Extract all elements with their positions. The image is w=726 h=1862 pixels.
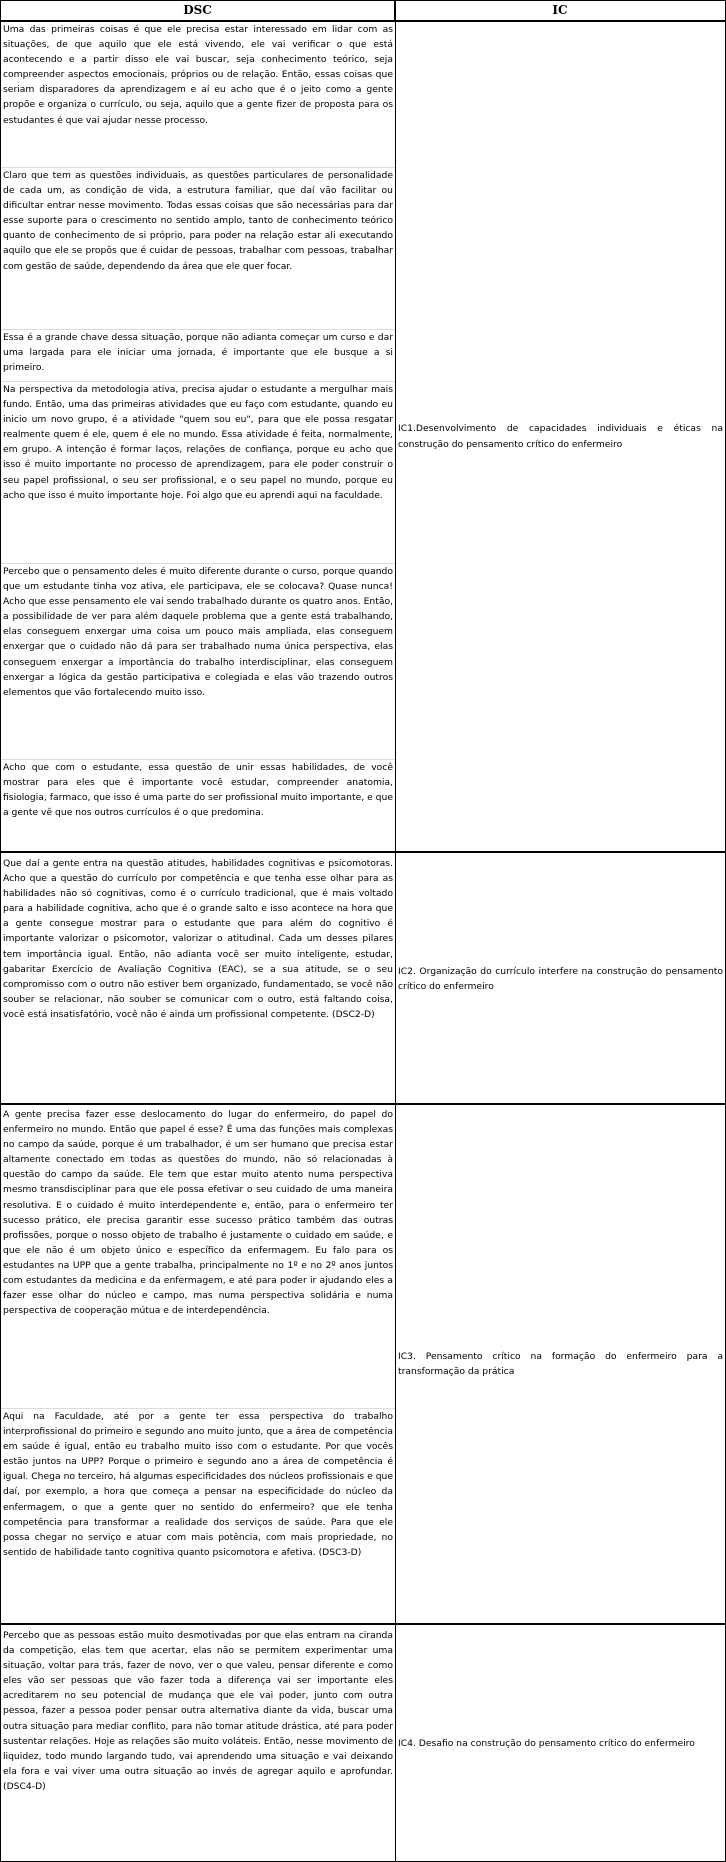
ic-label: IC2. Organização do currículo interfere na construção do pensamento crítico do enfermeiro <box>398 965 723 992</box>
row-divider <box>1 1103 725 1105</box>
ic-label: IC1.Desenvolvimento de capacidades individuais e éticas na construção do pensamento crítico do enfermeiro <box>398 423 723 450</box>
table-row-ic1 <box>1 22 725 851</box>
dsc-paragraph: Na perspectiva da metodologia ativa, precisa ajudar o estudante a mergulhar mais fundo. Então, uma das primeiras atividades que eu faço com estudante, quando eu inicio um novo grupo, é a atividade "quem sou eu", para que ele possa resgatar realmente quem é ele, quem é ele no mundo. Essa atividade é feita, normalmente, em grupo. A intenção é formar laços, relações de confiança, porque eu acho que isso é muito importante no processo de aprendizagem, para ele poder construir o seu papel profissional, o seu ser profissional, e o seu papel no mundo, porque eu acho que isso é muito importante hoje. Foi algo que eu aprendi aqui na faculdade. <box>1 381 395 563</box>
row-divider <box>1 1623 725 1625</box>
table-row-ic3 <box>1 1107 725 1621</box>
dsc-cell <box>1 22 395 851</box>
ic-cell <box>396 856 724 1102</box>
dsc-paragraph: Que daí a gente entra na questão atitudes, habilidades cognitivas e psicomotoras. Acho que a questão do currículo por competência e que tenha esse olhar para as habilidades não só cognitivas, como é o currículo tradicional, que é mais voltado para a habilidade cognitiva, acho que é o grande salto e isso acontece na hora que a gente consegue mostrar para o estudante que para além do cognitivo é importante valorizar o psicomotor, valorizar o atitudinal. Cada um desses pilares tem importância igual. Então, não adianta você ser muito inteligente, estudar, gabaritar Exercício de Avaliação Cognitiva (EAC), se a sua atitude, se o seu compromisso com o outro não estiver bem organizado, fundamentado, se você não souber se relacionar, não souber se comunicar com o outro, está faltando coisa, você está insatisfatório, você não é ainda um profissional competente. (DSC2-D) <box>3 858 393 1020</box>
dsc-paragraph: Claro que tem as questões individuais, as questões particulares de personalidade de cada um, as condição de vida, a estrutura familiar, que daí vão facilitar ou dificultar entrar nesse movimento. Todas essas coisas que são necessárias para dar esse suporte para o crescimento no sentido amplo, tanto de conhecimento teórico quanto de conhecimento de si próprio, para poder na relação estar ali executando aquilo que ele se propôs que é cuidar de pessoas, trabalhar com pessoas, trabalhar com gestão de saúde, dependendo da área que ele quer focar. <box>1 167 395 329</box>
dsc-paragraph: Percebo que as pessoas estão muito desmotivadas por que elas entram na ciranda da competição, elas tem que acertar, elas não se permitem experimentar uma situação, voltar para trás, fazer de novo, ver o que valeu, pensar diferente e como eles vão ser pessoas que vão fazer toda a diferença vai ser importante eles acreditarem no seu potencial de mudança que ele vai poder, junto com outra pessoa, fazer a pessoa poder pensar outra alternativa diante da vida, buscar uma outra situação para mediar conflito, para não tomar atitude drástica, até para poder sustentar relações. Hoje as relações são muito voláteis. Então, nesse movimento de liquidez, todo mundo largando tudo, vai aprendendo uma situação e vai deixando ela fora e vai viver uma outra situação ao invés de agregar aquilo e aprofundar. (DSC4-D) <box>3 1630 393 1792</box>
dsc-cell <box>1 1628 395 1860</box>
ic-label: IC4. Desafio na construção do pensamento crítico do enfermeiro <box>398 1738 695 1750</box>
ic-cell <box>396 22 724 851</box>
dsc-paragraph: Percebo que o pensamento deles é muito diferente durante o curso, porque quando que um estudante tinha voz ativa, ele participava, ele se colocava? Quase nunca! Acho que esse pensamento ele vai sendo trabalhado durante os quatro anos. Então, a possibilidade de ver para além daquele problema que a gente está trabalhando, elas conseguem enxergar uma coisa um pouco mais ampliada, elas conseguem enxergar que o cuidado não dá para ser trabalhado numa única perspectiva, elas conseguem enxergar a importância do trabalho interdisciplinar, elas conseguem enxergar a lógica da gestão participativa e colegiada e elas vão trazendo outros elementos que vão fortalecendo muito isso. <box>1 563 395 759</box>
dsc-paragraph: Aqui na Faculdade, até por a gente ter essa perspectiva do trabalho interprofissional do primeiro e segundo ano muito junto, que a área de competência em saúde é igual, então eu trabalho muito isso com o estudante. Por que vocês estão juntos na UPP? Porque o primeiro e segundo ano a área de competência é igual. Chega no terceiro, há algumas especificidades dos núcleos profissionais e que daí, por exemplo, a hora que começa a pensar na especificidade do núcleo da enfermagem, o que a gente quer no sentido do enfermeiro? que ele tenha competência para transformar a realidade dos serviços de saúde. Para que ele possa chegar no serviço e atuar com mais potência, com mais propriedade, no sentido de habilidade tanto cognitiva quanto psicomotora e afetiva. (DSC3-D) <box>1 1408 395 1621</box>
column-header-dsc: DSC <box>1 1 395 22</box>
ic-cell <box>396 1628 724 1860</box>
dsc-paragraph: A gente precisa fazer esse deslocamento do lugar do enfermeiro, do papel do enfermeiro no mundo. Então que papel é esse? É uma das funções mais complexas no campo da saúde, porque é um trabalhador, é um ser humano que precisa estar altamente conectado em todas as questões do mundo, não só relacionadas à questão do campo da saúde. Ele tem que estar muito atento numa perspectiva mesmo transdisciplinar para que ele possa efetivar o seu cuidado de uma maneira resolutiva. E o cuidado é muito interdependente e, então, para o enfermeiro ter sucesso prático, ele precisa garantir esse sucesso prático também das outras profissões, porque o nosso objeto de trabalho é justamente o cuidado em saúde, e que ele não é um objeto único e específico da enfermagem. Eu falo para os estudantes na UPP que a gente trabalha, principalmente no 1º e no 2º anos juntos com estudantes da medicina e da enfermagem, e até para poder ir ajudando eles a fazer esse olhar do núcleo e campo, mas numa perspectiva solidária e numa perspectiva de cooperação mútua e de interdependência. <box>3 1109 393 1317</box>
ic-cell <box>396 1107 724 1621</box>
dsc-paragraph: Uma das primeiras coisas é que ele precisa estar interessado em lidar com as situações, de que aquilo que ele está vivendo, ele vai verificar o que está acontecendo e a partir disso ele vai buscar, seja conhecimento teórico, seja compreender aspectos emocionais, próprios ou de relação. Então, essas coisas que seriam disparadores da aprendizagem e aí eu acho que é o jeito como a gente propõe e organiza o currículo, ou seja, aquilo que a gente fizer de proposta para os estudantes é que vai ajudar nesse processo. <box>3 24 393 126</box>
ic-label: IC3. Pensamento crítico na formação do enfermeiro para a transformação da prática <box>398 1350 723 1377</box>
dsc-cell <box>1 856 395 1102</box>
table-row-ic4 <box>1 1628 725 1860</box>
dsc-paragraph: Acho que com o estudante, essa questão de unir essas habilidades, de você mostrar para eles que é importante você estudar, compreender anatomia, fisiologia, farmaco, que isso é uma parte do ser profissional muito importante, e que a gente vê que nos outros currículos é o que predomina. <box>1 759 395 851</box>
dsc-cell <box>1 1107 395 1621</box>
table-row-ic2 <box>1 856 725 1102</box>
row-divider <box>1 851 725 853</box>
column-header-ic: IC <box>395 1 725 22</box>
dsc-paragraph: Essa é a grande chave dessa situação, porque não adianta começar um curso e dar uma largada para ele iniciar uma jornada, é importante que ele busque a si primeiro. <box>1 329 395 381</box>
